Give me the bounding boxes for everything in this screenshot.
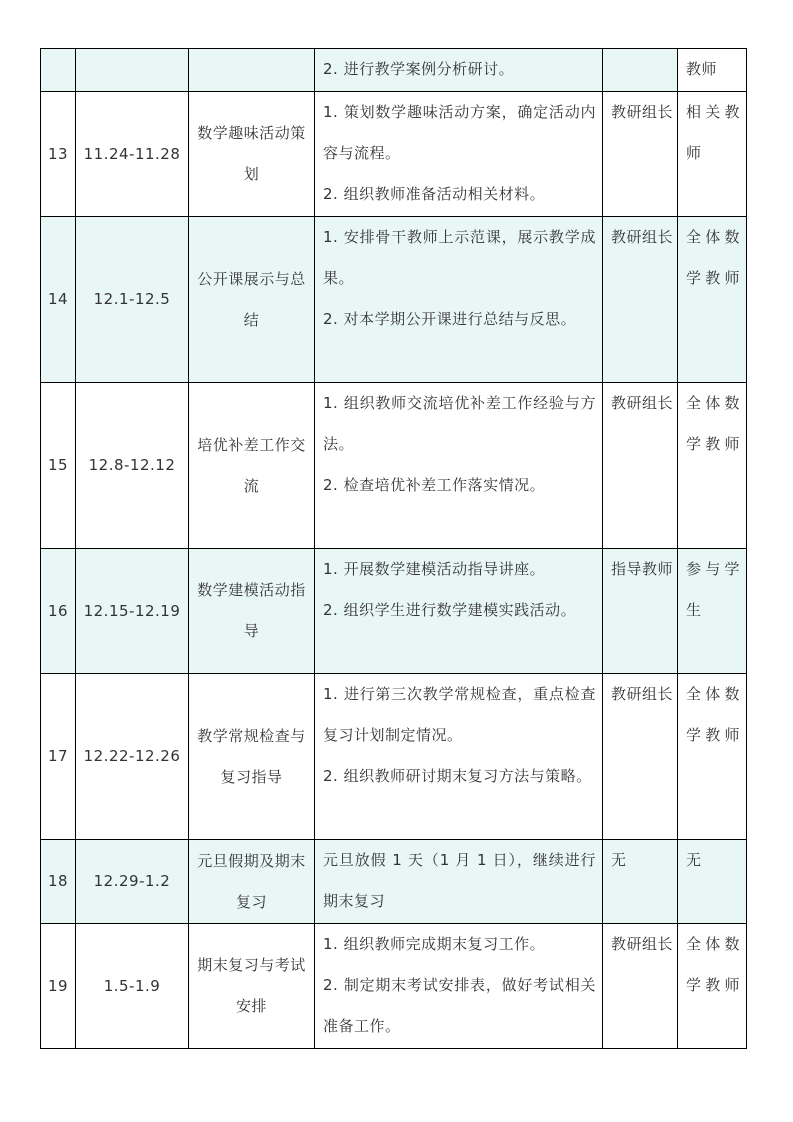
table-row xyxy=(41,383,747,549)
table-row xyxy=(41,49,747,92)
content-line: 1. 策划数学趣味活动方案，确定活动内容与流程。 xyxy=(323,103,596,162)
topic-cell: 期末复习与考试安排 xyxy=(189,924,315,1049)
content-line: 2. 制定期末考试安排表，做好考试相关准备工作。 xyxy=(323,976,596,1035)
week-number-cell xyxy=(41,49,76,92)
content-line: 2. 组织学生进行数学建模实践活动。 xyxy=(323,601,577,619)
topic-cell: 数学趣味活动策划 xyxy=(189,92,315,217)
responsible-cell: 教研组长 xyxy=(603,924,678,1049)
week-number-cell: 13 xyxy=(41,92,76,217)
table-row xyxy=(41,217,747,383)
content-cell xyxy=(315,217,603,383)
topic-cell: 公开课展示与总结 xyxy=(189,217,315,383)
participants-text: 全体数学教师 xyxy=(686,685,740,744)
responsible-cell: 教研组长 xyxy=(603,674,678,840)
content-cell xyxy=(315,674,603,840)
week-number-cell: 19 xyxy=(41,924,76,1049)
topic-cell xyxy=(189,49,315,92)
participants-cell: 教师 xyxy=(678,49,747,92)
content-cell xyxy=(315,924,603,1049)
topic-cell: 教学常规检查与复习指导 xyxy=(189,674,315,840)
responsible-cell: 教研组长 xyxy=(603,383,678,549)
date-cell: 12.8-12.12 xyxy=(76,383,189,549)
participants-cell: 无 xyxy=(678,840,747,924)
date-cell: 12.15-12.19 xyxy=(76,549,189,674)
topic-cell: 培优补差工作交流 xyxy=(189,383,315,549)
content-cell xyxy=(315,840,603,924)
week-number-cell: 15 xyxy=(41,383,76,549)
participants-cell xyxy=(678,92,747,217)
content-line: 2. 检查培优补差工作落实情况。 xyxy=(323,476,546,494)
content-line: 2. 组织教师研讨期末复习方法与策略。 xyxy=(323,767,592,785)
date-cell: 11.24-11.28 xyxy=(76,92,189,217)
participants-text: 参与学生 xyxy=(686,560,740,619)
table-row xyxy=(41,92,747,217)
week-number-cell: 17 xyxy=(41,674,76,840)
table-row xyxy=(41,840,747,924)
content-line: 元旦放假 1 天（1 月 1 日），继续进行期末复习 xyxy=(323,851,596,910)
content-cell xyxy=(315,549,603,674)
content-cell xyxy=(315,383,603,549)
responsible-cell: 教研组长 xyxy=(603,92,678,217)
participants-text: 相关教师 xyxy=(686,103,740,162)
week-number-cell: 16 xyxy=(41,549,76,674)
participants-cell xyxy=(678,674,747,840)
content-line: 1. 组织教师完成期末复习工作。 xyxy=(323,935,546,953)
content-line: 2. 对本学期公开课进行总结与反思。 xyxy=(323,310,577,328)
table-row xyxy=(41,924,747,1049)
content-line: 1. 进行第三次教学常规检查，重点检查复习计划制定情况。 xyxy=(323,685,596,744)
responsible-cell: 教研组长 xyxy=(603,217,678,383)
responsible-cell: 指导教师 xyxy=(603,549,678,674)
date-cell: 12.22-12.26 xyxy=(76,674,189,840)
participants-cell xyxy=(678,924,747,1049)
table-row xyxy=(41,549,747,674)
participants-cell xyxy=(678,383,747,549)
responsible-cell: 无 xyxy=(603,840,678,924)
content-line: 2. 组织教师准备活动相关材料。 xyxy=(323,185,546,203)
topic-cell: 元旦假期及期末复习 xyxy=(189,840,315,924)
schedule-table xyxy=(40,48,747,1049)
date-cell: 12.1-12.5 xyxy=(76,217,189,383)
participants-text: 全体数学教师 xyxy=(686,935,740,994)
content-cell xyxy=(315,92,603,217)
week-number-cell: 14 xyxy=(41,217,76,383)
participants-text: 全体数学教师 xyxy=(686,394,740,453)
content-line: 1. 组织教师交流培优补差工作经验与方法。 xyxy=(323,394,596,453)
content-line: 2. 进行教学案例分析研讨。 xyxy=(323,60,515,78)
content-cell xyxy=(315,49,603,92)
topic-cell: 数学建模活动指导 xyxy=(189,549,315,674)
responsible-cell xyxy=(603,49,678,92)
participants-cell xyxy=(678,549,747,674)
participants-text: 全体数学教师 xyxy=(686,228,740,287)
content-line: 1. 开展数学建模活动指导讲座。 xyxy=(323,560,546,578)
date-cell: 1.5-1.9 xyxy=(76,924,189,1049)
table-row xyxy=(41,674,747,840)
date-cell: 12.29-1.2 xyxy=(76,840,189,924)
content-line: 1. 安排骨干教师上示范课，展示教学成果。 xyxy=(323,228,596,287)
participants-cell xyxy=(678,217,747,383)
week-number-cell: 18 xyxy=(41,840,76,924)
date-cell xyxy=(76,49,189,92)
